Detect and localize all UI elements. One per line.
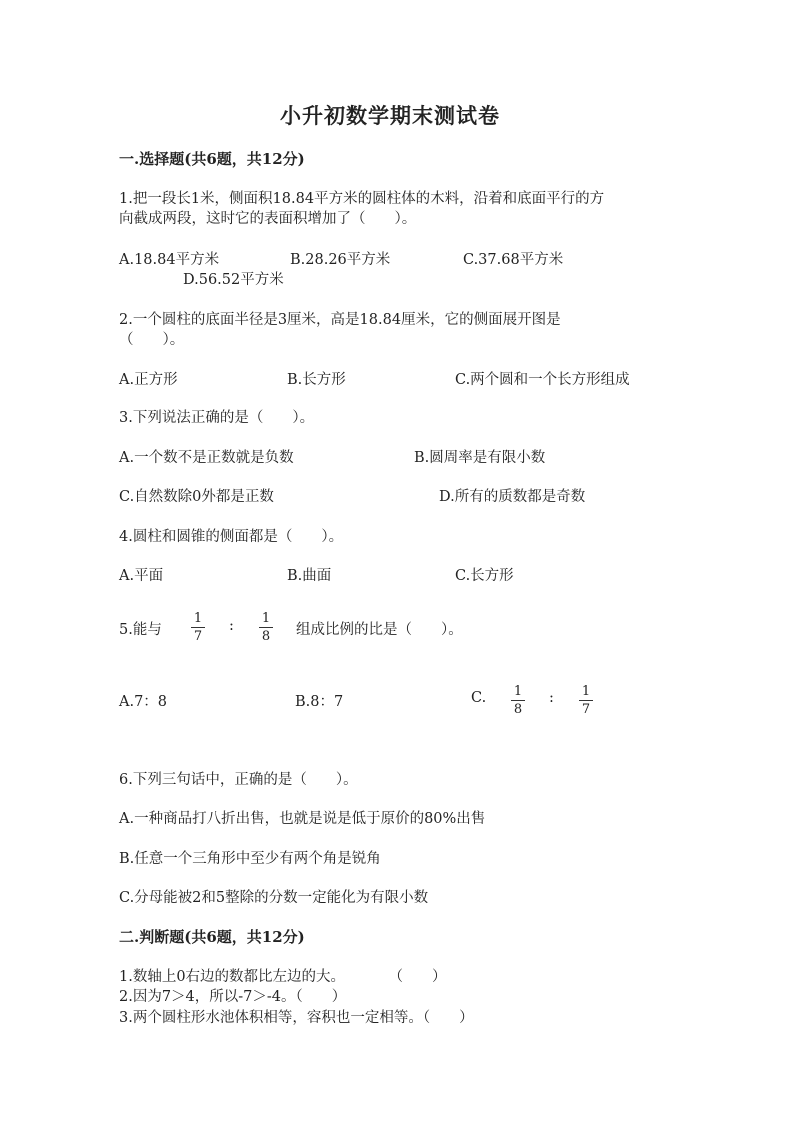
question-4-option-a: A.平面 <box>119 568 164 584</box>
question-5-option-b: B.8：7 <box>295 694 344 710</box>
question-6-stem: 6.下列三句话中，正确的是（ ）。 <box>119 772 358 788</box>
question-2-option-b: B.长方形 <box>287 372 346 388</box>
question-2-line1: 2.一个圆柱的底面半径是3厘米，高是18.84厘米，它的侧面展开图是 <box>119 312 561 328</box>
question-2-option-a: A.正方形 <box>119 372 178 388</box>
section-heading-choice: 一.选择题(共6题，共12分) <box>119 150 305 168</box>
question-2-line2: （ ）。 <box>119 332 185 348</box>
question-1-line1: 1.把一段长1米，侧面积18.84平方米的圆柱体的木料，沿着和底面平行的方 <box>119 191 605 207</box>
question-1-option-c: C.37.68平方米 <box>463 252 564 268</box>
judgment-item-1: 1.数轴上0右边的数都比左边的大。 （ ） <box>119 969 447 985</box>
fraction-numerator: 1 <box>261 611 271 626</box>
question-4-stem: 4.圆柱和圆锥的侧面都是（ ）。 <box>119 529 344 545</box>
page-title: 小升初数学期末测试卷 <box>280 103 500 128</box>
fraction-bar <box>511 700 525 701</box>
question-6-option-b: B.任意一个三角形中至少有两个角是锐角 <box>119 851 381 867</box>
question-3-option-d: D.所有的质数都是奇数 <box>439 489 586 505</box>
ratio-colon-option: : <box>549 690 554 706</box>
question-2-option-c: C.两个圆和一个长方形组成 <box>455 372 630 388</box>
question-6-option-a: A.一种商品打八折出售，也就是说是低于原价的80%出售 <box>119 811 486 827</box>
judgment-item-2: 2.因为7＞4，所以-7＞-4。（ ） <box>119 989 347 1005</box>
fraction-denominator: 8 <box>513 702 523 717</box>
fraction-bar <box>579 700 593 701</box>
fraction-bar <box>259 627 273 628</box>
question-1-option-d: D.56.52平方米 <box>183 272 284 288</box>
judgment-item-3: 3.两个圆柱形水池体积相等，容积也一定相等。（ ） <box>119 1010 474 1026</box>
fraction-one-eighth <box>259 611 273 644</box>
question-5-prefix: 5.能与 <box>119 622 162 638</box>
question-1-option-b: B.28.26平方米 <box>290 252 391 268</box>
question-4-option-b: B.曲面 <box>287 568 332 584</box>
question-1-option-a: A.18.84平方米 <box>119 252 220 268</box>
question-3-option-a: A.一个数不是正数就是负数 <box>119 450 294 466</box>
ratio-colon: : <box>229 618 234 634</box>
fraction-numerator: 1 <box>193 611 203 626</box>
question-3-option-b: B.圆周率是有限小数 <box>414 450 546 466</box>
fraction-one-eighth-option <box>511 684 525 717</box>
section-heading-judgment: 二.判断题(共6题，共12分) <box>119 928 305 946</box>
fraction-denominator: 7 <box>193 629 203 644</box>
question-1-line2: 向截成两段，这时它的表面积增加了（ ）。 <box>119 211 417 227</box>
question-6-option-c: C.分母能被2和5整除的分数一定能化为有限小数 <box>119 890 429 906</box>
fraction-denominator: 7 <box>581 702 591 717</box>
fraction-denominator: 8 <box>261 629 271 644</box>
question-4-option-c: C.长方形 <box>455 568 514 584</box>
question-5-suffix: 组成比例的比是（ ）。 <box>296 622 463 638</box>
fraction-numerator: 1 <box>513 684 523 699</box>
fraction-one-seventh <box>191 611 205 644</box>
question-3-stem: 3.下列说法正确的是（ ）。 <box>119 410 315 426</box>
question-3-option-c: C.自然数除0外都是正数 <box>119 489 274 505</box>
fraction-one-seventh-option <box>579 684 593 717</box>
question-5-option-c: C. <box>471 690 487 706</box>
fraction-numerator: 1 <box>581 684 591 699</box>
fraction-bar <box>191 627 205 628</box>
question-5-option-a: A.7：8 <box>119 694 168 710</box>
